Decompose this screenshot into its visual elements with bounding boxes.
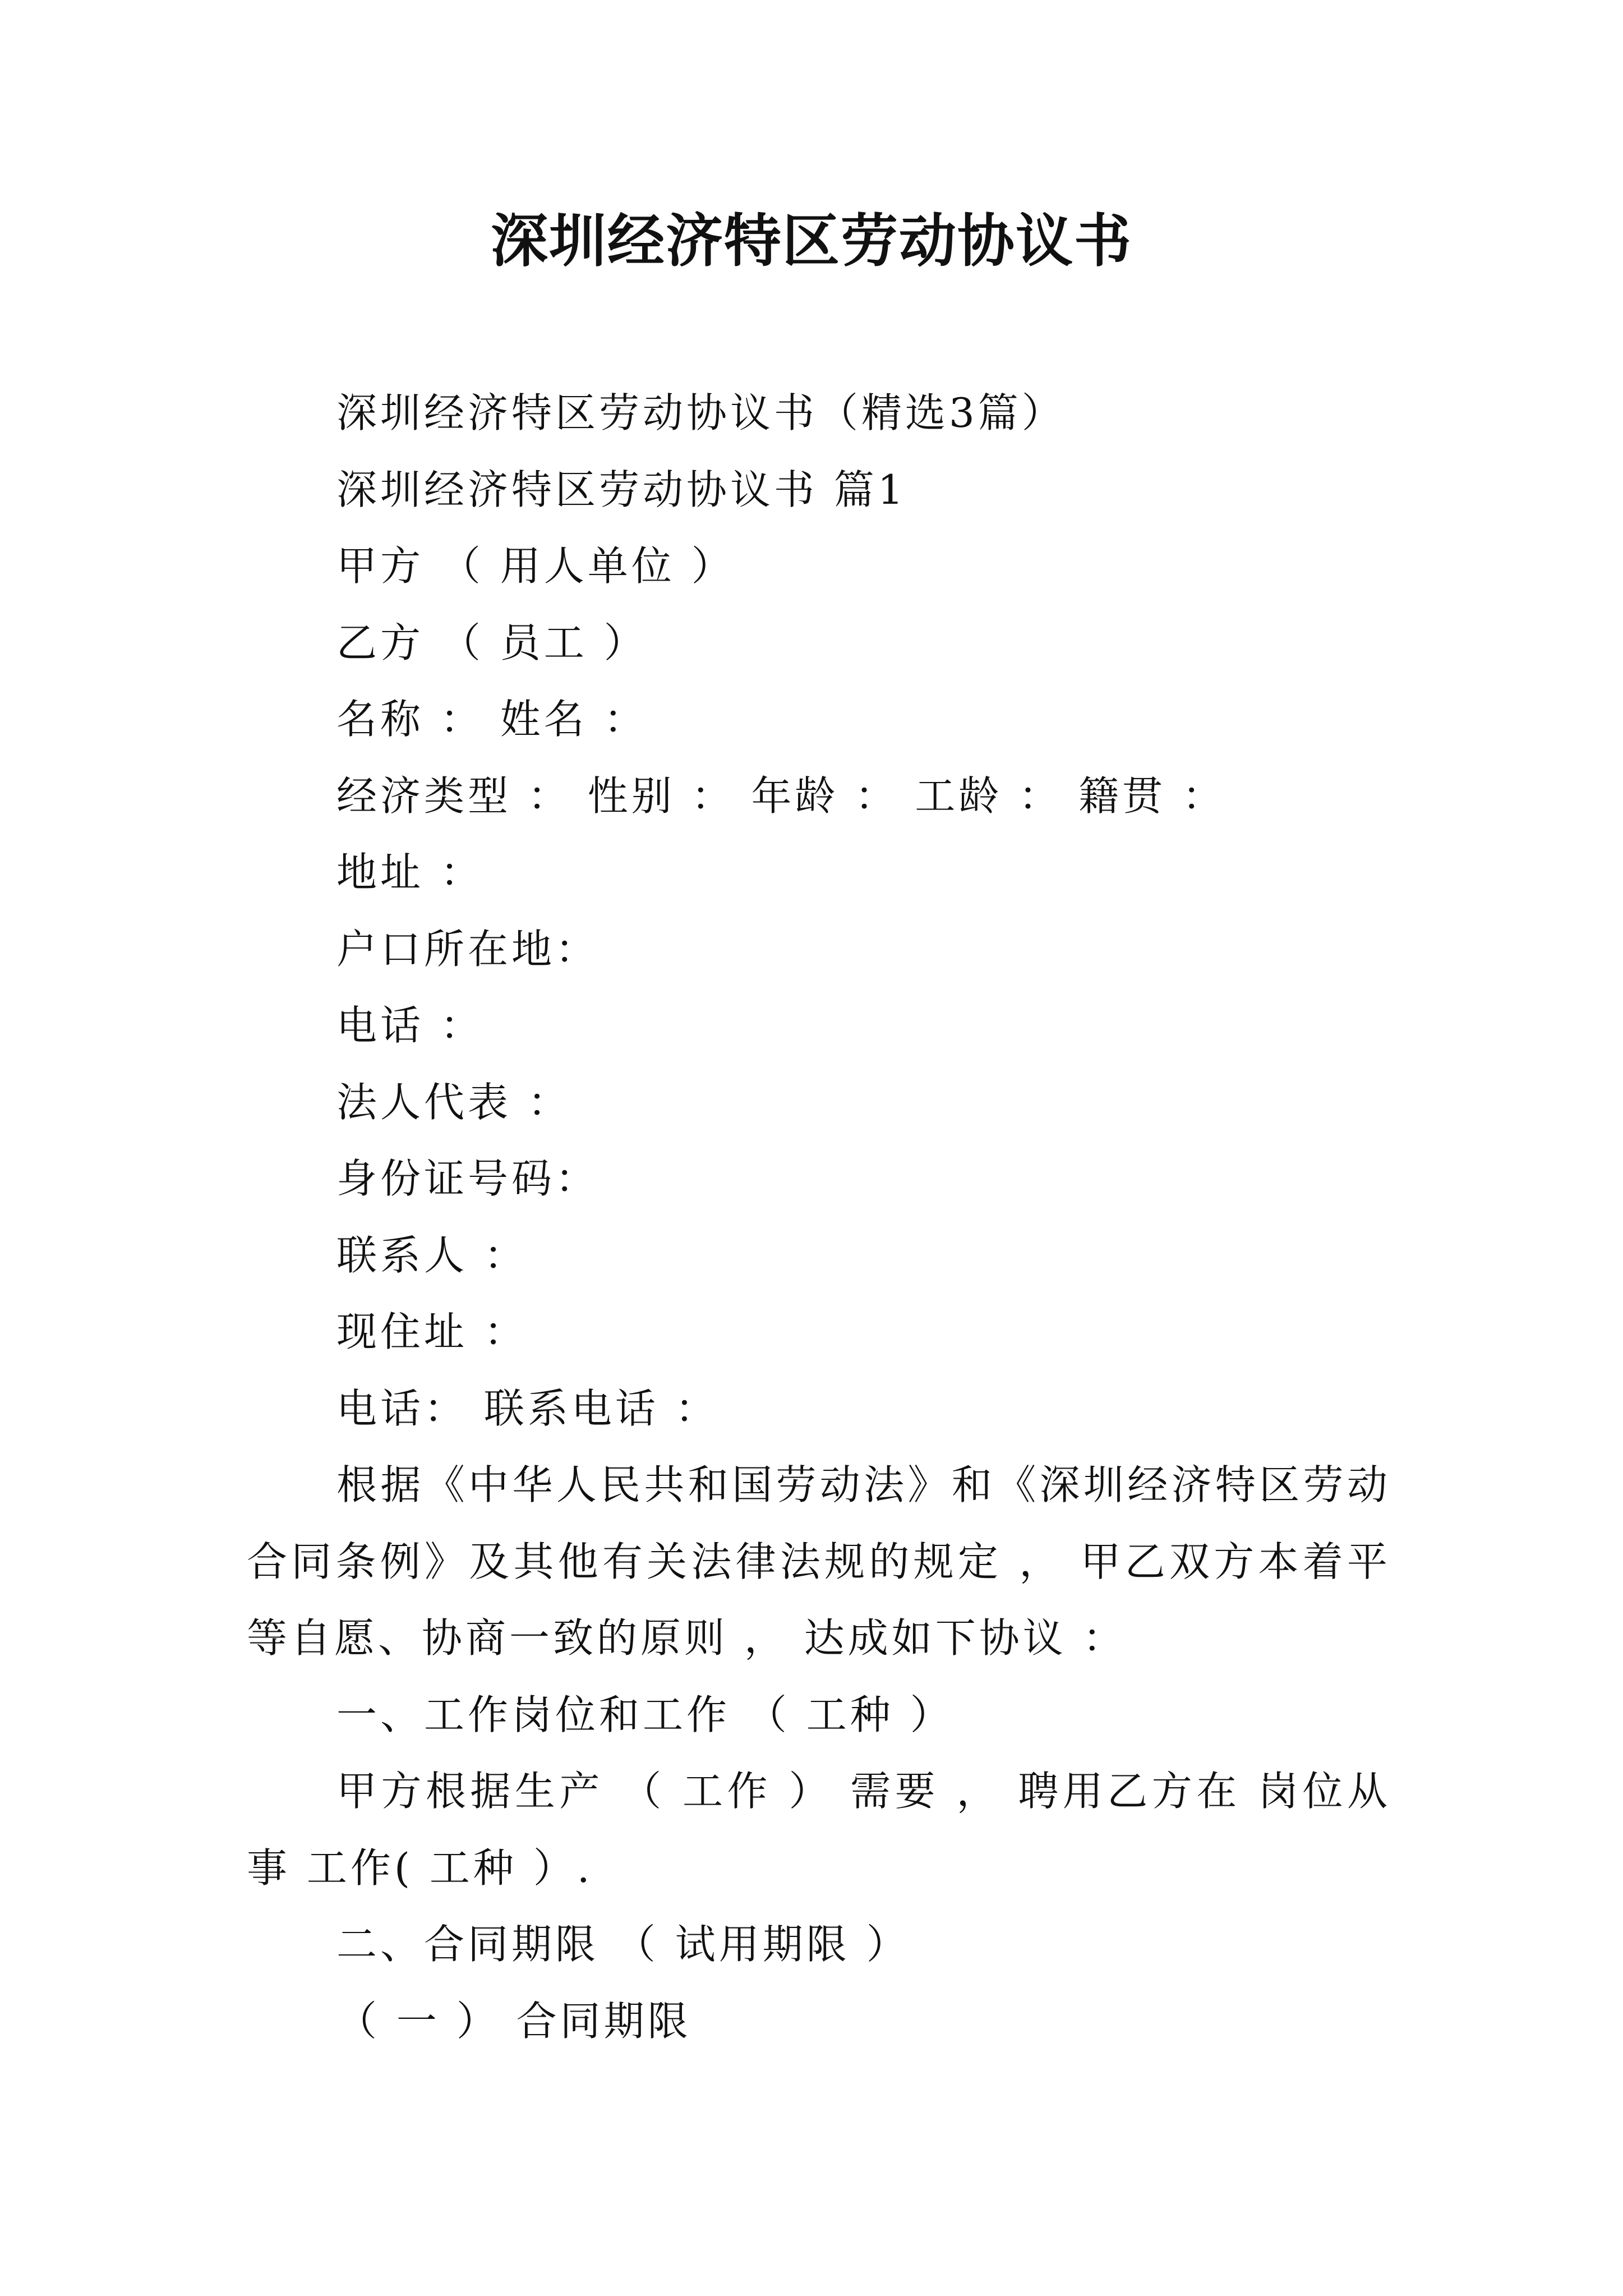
section-heading-job-position: 一、工作岗位和工作 （ 工种 ） [336,1691,954,1738]
document-body [247,375,1391,2059]
section-heading-contract-term: 二、合同期限 （ 试用期限 ） [336,1921,910,1968]
paragraph-job-post: 甲方根据生产 （ 工作 ） 需要 ， 聘用乙方在 岗位从事 工作( 工种 ）. [247,1768,1391,1892]
paragraph-legal-basis: 根据《中华人民共和国劳动法》和《深圳经济特区劳动合同条例》及其他有关法律法规的规定 ， 甲乙双方本着平等自愿、协商一致的原则 ， 达成如下协议 ： [247,1461,1391,1662]
field-economic-type: 经济类型 ： 性别 ： 年龄 ： 工龄 ： 籍贯 ： [336,772,1226,820]
field-household-registration: 户口所在地： [336,925,600,973]
subtitle-selected-3: 深圳经济特区劳动协议书（精选3篇） [336,389,1066,436]
field-current-address: 现住址 ： [336,1308,528,1355]
party-a-label: 甲方 （ 用人单位 ） [336,542,735,590]
field-address: 地址 ： [336,849,484,896]
field-phone: 电话 ： [336,1002,484,1049]
field-legal-representative: 法人代表 ： [336,1078,571,1126]
document-title: 深圳经济特区劳动协议书 [491,208,1132,275]
subsection-heading-contract-term: （ 一 ） 合同期限 [336,1997,691,2045]
field-name: 名称 ： 姓名 ： [336,696,648,743]
field-contact-phone: 电话： 联系电话 ： [336,1384,719,1432]
field-id-number: 身份证号码： [336,1155,600,1202]
party-b-label: 乙方 （ 员工 ） [336,619,648,666]
article-heading-1: 深圳经济特区劳动协议书 篇1 [336,466,907,513]
field-contact-person: 联系人 ： [336,1231,528,1279]
